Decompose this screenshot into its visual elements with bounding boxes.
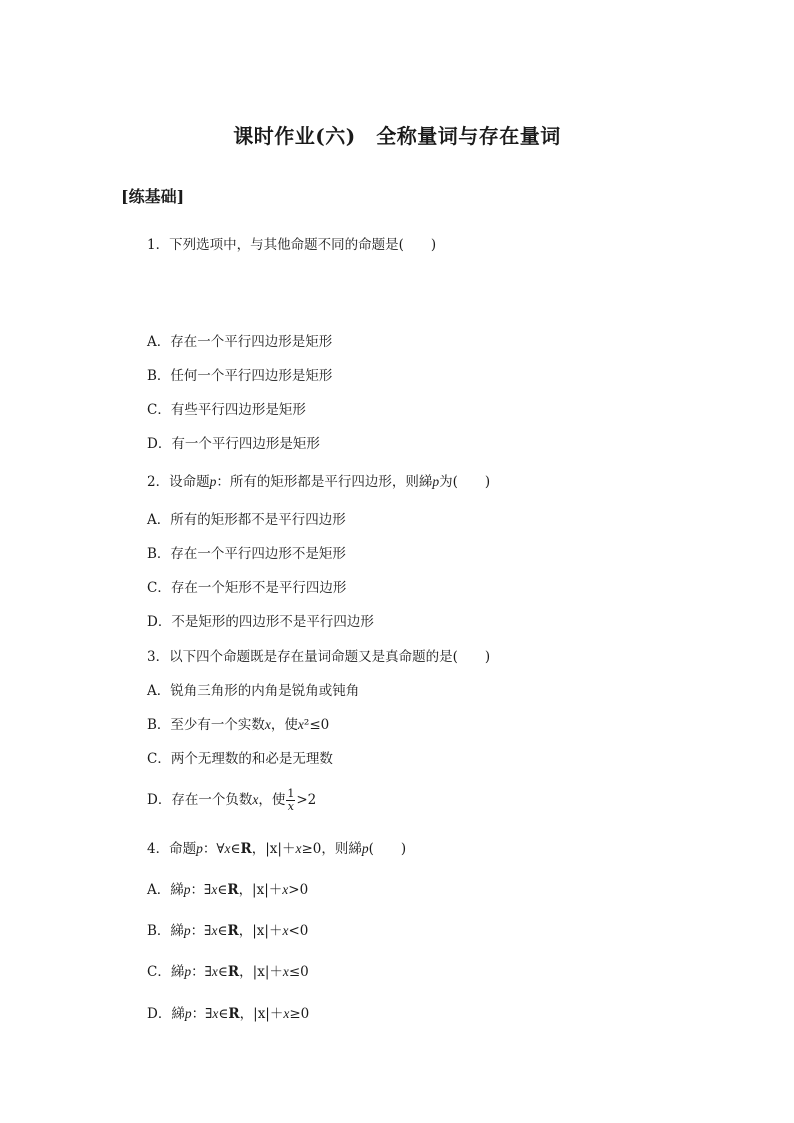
var-x: x bbox=[282, 923, 289, 938]
question-3-option-b bbox=[147, 716, 329, 734]
q2-stem-mid: ：所有的矩形都是平行四边形，则 bbox=[216, 474, 419, 490]
var-x: x bbox=[212, 1006, 219, 1021]
relation: ≥0 bbox=[289, 1006, 310, 1022]
q4-neg-symbol: 綈 bbox=[348, 841, 362, 857]
q3-b-post: ²≤0 bbox=[303, 717, 330, 733]
question-2-option-c: C．存在一个矩形不是平行四边形 bbox=[147, 580, 347, 596]
option-label: B． bbox=[147, 923, 171, 939]
reals-symbol: R bbox=[227, 964, 240, 980]
exists-symbol: ：∃ bbox=[190, 882, 212, 898]
question-2-option-d: D．不是矩形的四边形不是平行四边形 bbox=[147, 614, 374, 630]
q4-reals: R bbox=[240, 841, 252, 857]
fraction-denominator: x bbox=[287, 800, 294, 813]
neg-symbol: 綈 bbox=[170, 882, 184, 898]
question-1-option-b: B．任何一个平行四边形是矩形 bbox=[147, 368, 333, 384]
q3-b-var-x: x bbox=[264, 717, 271, 732]
var-p: p bbox=[184, 1006, 192, 1021]
abs-expr: ，|x|＋ bbox=[238, 882, 283, 898]
var-p: p bbox=[183, 882, 191, 897]
fraction-numerator: 1 bbox=[287, 787, 295, 800]
relation: >0 bbox=[288, 882, 309, 898]
question-1-stem: 1．下列选项中，与其他命题不同的命题是( ) bbox=[147, 237, 437, 253]
abs-expr: ，|x|＋ bbox=[239, 1006, 284, 1022]
question-3-option-c: C．两个无理数的和必是无理数 bbox=[147, 751, 333, 767]
question-1-option-c: C．有些平行四边形是矩形 bbox=[147, 402, 306, 418]
abs-expr: ，|x|＋ bbox=[239, 964, 283, 980]
q4-var-p-negated: p bbox=[361, 841, 369, 856]
question-4-option-d bbox=[147, 1005, 309, 1023]
in-symbol: ∈ bbox=[218, 1006, 229, 1022]
q3-d-post: >2 bbox=[296, 792, 317, 808]
exists-symbol: ：∃ bbox=[191, 1006, 213, 1022]
question-1-option-a: A．存在一个平行四边形是矩形 bbox=[147, 334, 333, 350]
neg-symbol: 綈 bbox=[170, 964, 185, 980]
var-x: x bbox=[282, 964, 289, 979]
question-3-stem: 3．以下四个命题既是存在量词命题又是真命题的是( ) bbox=[147, 649, 491, 665]
question-3-option-d bbox=[147, 788, 316, 813]
q4-stem-b: ，|x|＋ bbox=[251, 841, 296, 857]
question-4-option-b bbox=[147, 922, 308, 940]
question-4-stem bbox=[147, 840, 406, 858]
q4-var-x: x bbox=[224, 841, 231, 856]
q4-stem-post: ( ) bbox=[368, 841, 407, 857]
option-label: C． bbox=[147, 964, 171, 980]
option-label: D． bbox=[147, 1006, 172, 1022]
var-x: x bbox=[282, 882, 289, 897]
q2-stem-pre: 2．设命题 bbox=[147, 474, 210, 490]
question-4-option-a bbox=[147, 881, 308, 899]
reals-symbol: R bbox=[227, 923, 239, 939]
reals-symbol: R bbox=[227, 882, 239, 898]
q3-d-var-x: x bbox=[252, 792, 259, 807]
question-3-option-a: A．锐角三角形的内角是锐角或钝角 bbox=[147, 683, 360, 699]
neg-symbol: 綈 bbox=[171, 1006, 185, 1022]
option-label: A． bbox=[147, 882, 171, 898]
q3-b-mid: ，使 bbox=[270, 717, 298, 733]
exists-symbol: ：∃ bbox=[190, 923, 212, 939]
q2-var-p: p bbox=[209, 474, 217, 489]
var-x: x bbox=[283, 1006, 290, 1021]
question-2-option-b: B．存在一个平行四边形不是矩形 bbox=[147, 546, 346, 562]
page-title: 课时作业(六) 全称量词与存在量词 bbox=[233, 124, 561, 148]
question-4-option-c bbox=[147, 963, 309, 981]
exists-symbol: ：∃ bbox=[191, 964, 212, 980]
var-p: p bbox=[184, 964, 192, 979]
var-x: x bbox=[211, 882, 218, 897]
q4-var-p: p bbox=[196, 841, 203, 856]
question-2-option-a: A．所有的矩形都不是平行四边形 bbox=[147, 512, 346, 528]
in-symbol: ∈ bbox=[217, 923, 228, 939]
q2-neg-symbol: 綈 bbox=[418, 474, 433, 490]
q3-d-mid: ，使 bbox=[258, 792, 286, 808]
q4-stem-pre: 4．命题 bbox=[147, 841, 197, 857]
reals-symbol: R bbox=[228, 1006, 240, 1022]
q3-d-pre: D．存在一个负数 bbox=[147, 792, 253, 808]
q4-var-x2: x bbox=[295, 841, 302, 856]
relation: ≤0 bbox=[288, 964, 309, 980]
var-x: x bbox=[211, 923, 218, 938]
neg-symbol: 綈 bbox=[170, 923, 184, 939]
q2-var-p-negated: p bbox=[432, 474, 440, 489]
abs-expr: ，|x|＋ bbox=[238, 923, 283, 939]
question-2-stem bbox=[147, 473, 490, 491]
in-symbol: ∈ bbox=[217, 882, 228, 898]
question-1-option-d: D．有一个平行四边形是矩形 bbox=[147, 436, 320, 452]
q3-b-var-x2: x bbox=[297, 717, 304, 732]
section-heading: [练基础] bbox=[121, 187, 185, 206]
in-symbol: ∈ bbox=[217, 964, 228, 980]
q3-b-pre: B．至少有一个实数 bbox=[147, 717, 265, 733]
var-p: p bbox=[183, 923, 191, 938]
relation: <0 bbox=[288, 923, 309, 939]
q4-stem-a: ：∀ bbox=[202, 841, 225, 857]
q3-d-fraction bbox=[286, 788, 295, 813]
var-x: x bbox=[211, 964, 218, 979]
q4-in: ∈ bbox=[230, 841, 241, 857]
q2-stem-post: 为( ) bbox=[439, 474, 491, 490]
q4-stem-c: ≥0，则 bbox=[301, 841, 349, 857]
